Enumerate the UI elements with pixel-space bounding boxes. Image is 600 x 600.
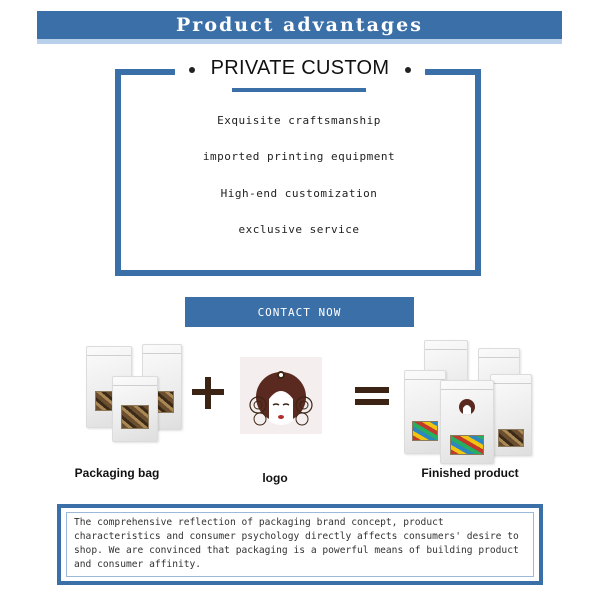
logo-image (240, 357, 322, 434)
feature-item: imported printing equipment (202, 150, 396, 163)
bullet-dot-left (189, 67, 195, 73)
brand-logo-icon (457, 397, 477, 417)
title-underline (232, 88, 366, 92)
private-custom-frame (115, 69, 481, 276)
plus-sign-icon (205, 377, 211, 409)
packaging-bag-image (86, 344, 180, 440)
feature-item: exclusive service (238, 223, 360, 236)
finished-product-image (404, 340, 530, 462)
equals-sign-icon (355, 399, 389, 405)
logo-face-icon (240, 357, 322, 434)
bag (112, 376, 158, 442)
bullet-dot-right (405, 67, 411, 73)
caption-packaging-bag: Packaging bag (74, 466, 160, 480)
feature-item: High-end customization (220, 187, 378, 200)
bag (490, 374, 532, 456)
private-custom-title: PRIVATE CUSTOM (210, 57, 390, 79)
description-text: The comprehensive reflection of packaging brand concept, product characteristics and consumer psychology directly affects consumers' desire to shop. We are convinced that packaging is a powerful means of building product and consumer affinity. (74, 517, 519, 570)
caption-logo: logo (262, 471, 288, 485)
frame-top-left-line (115, 69, 175, 75)
header-banner (37, 11, 562, 44)
header-title: Product advantages (176, 14, 423, 36)
feature-item: Exquisite craftsmanship (217, 114, 381, 127)
bag (440, 380, 494, 464)
caption-finished-product: Finished product (421, 466, 519, 480)
frame-top-right-line (425, 69, 481, 75)
equals-sign-icon (355, 387, 389, 393)
contact-now-button[interactable]: CONTACT NOW (185, 297, 414, 327)
